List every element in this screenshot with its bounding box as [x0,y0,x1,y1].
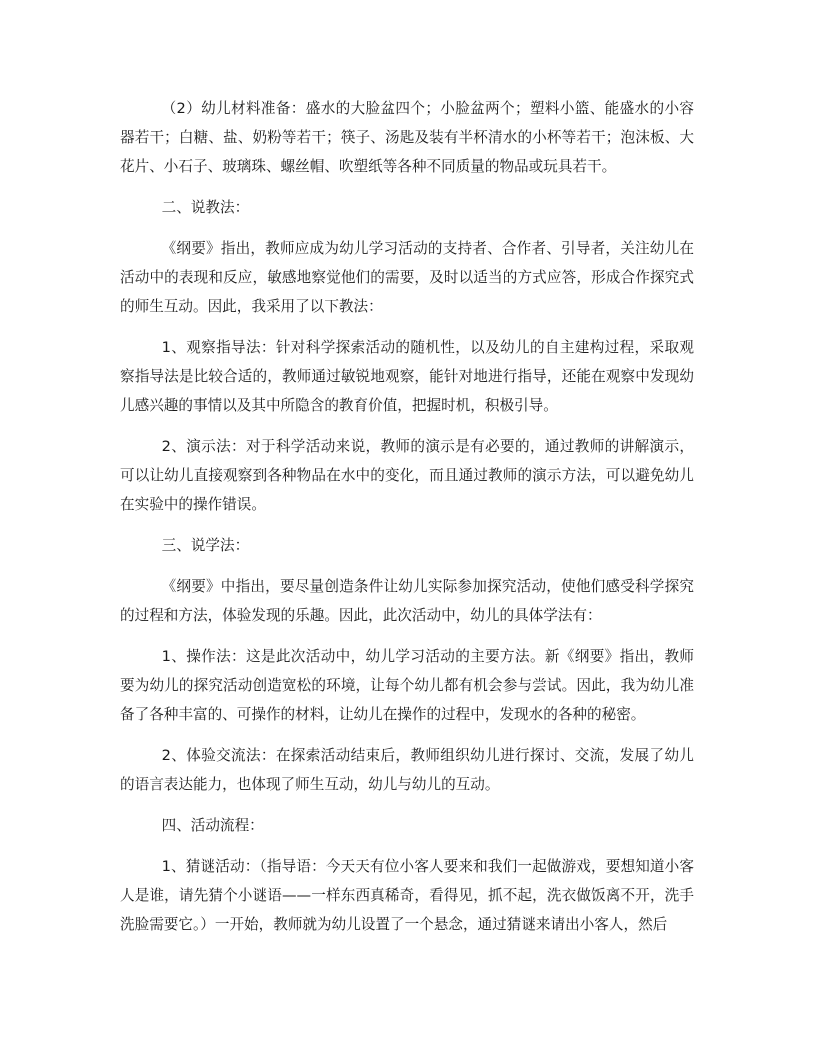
paragraph-learning-intro: 《纲要》中指出，要尽量创造条件让幼儿实际参加探究活动，使他们感受科学探究的过程和方法，体验发现的乐趣。因此，此次活动中，幼儿的具体学法有： [120,578,694,624]
paragraph-operation-method: 1、操作法：这是此次活动中，幼儿学习活动的主要方法。新《纲要》指出，教师要为幼儿的探究活动创造宽松的环境，让每个幼儿都有机会参与尝试。因此，我为幼儿准备了各种丰富的、可操作的材料，让幼儿在操作的过程中，发现水的各种的秘密。 [120,648,694,723]
paragraph-exchange-method: 2、体验交流法：在探索活动结束后，教师组织幼儿进行探讨、交流，发展了幼儿的语言表达能力，也体现了师生互动，幼儿与幼儿的互动。 [120,747,694,793]
paragraph-demonstration-method: 2、演示法：对于科学活动来说，教师的演示是有必要的，通过教师的讲解演示，可以让幼儿直接观察到各种物品在水中的变化，而且通过教师的演示方法，可以避免幼儿在实验中的操作错误。 [120,438,694,513]
document-body [120,94,694,951]
heading-teaching-methods: 二、说教法： [161,199,250,216]
heading-learning-methods: 三、说学法： [161,537,250,554]
paragraph-observation-method: 1、观察指导法：针对科学探索活动的随机性，以及幼儿的自主建构过程，采取观察指导法是比较合适的，教师通过敏锐地观察，能针对地进行指导，还能在观察中发现幼儿感兴趣的事情以及其中所隐含的教育价值，把握时机，积极引导。 [120,339,694,414]
paragraph-materials: （2）幼儿材料准备：盛水的大脸盆四个；小脸盆两个；塑料小篮、能盛水的小容器若干；白糖、盐、奶粉等若干；筷子、汤匙及装有半杯清水的小杯等若干；泡沫板、大花片、小石子、玻璃珠、螺丝帽、吹塑纸等各种不同质量的物品或玩具若干。 [120,100,694,175]
paragraph-riddle-activity: 1、猜谜活动：（指导语：今天天有位小客人要来和我们一起做游戏，要想知道小客人是谁，请先猜个小谜语——一样东西真稀奇，看得见，抓不起，洗衣做饭离不开，洗手洗脸需要它。）一开始，教师就为幼儿设置了一个悬念，通过猜谜来请出小客人，然后 [120,858,694,933]
paragraph-teaching-intro: 《纲要》指出，教师应成为幼儿学习活动的支持者、合作者、引导者，关注幼儿在活动中的表现和反应，敏感地察觉他们的需要，及时以适当的方式应答，形成合作探究式的师生互动。因此，我采用了以下教法： [120,240,694,315]
heading-activity-process: 四、活动流程： [161,817,264,834]
